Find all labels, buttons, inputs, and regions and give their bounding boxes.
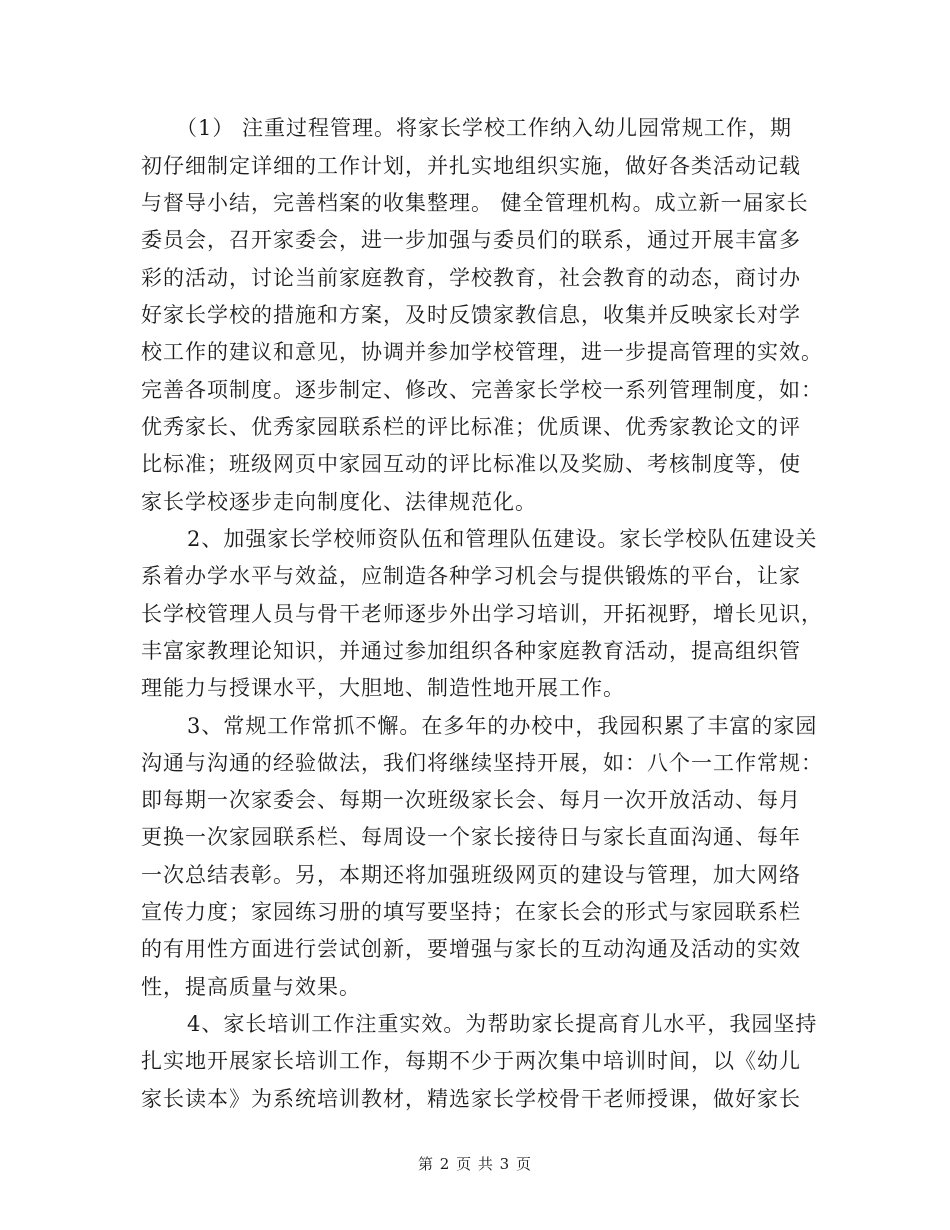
paragraph-1-line-2: 初仔细制定详细的工作计划，并扎实地组织实施，做好各类活动记载: [141, 154, 801, 178]
paragraph-3-line-6: 宣传力度；家园练习册的填写要坚持；在家长会的形式与家园联系栏: [141, 900, 801, 924]
paragraph-3-line-7: 的有用性方面进行尝试创新，要增强与家长的互动沟通及活动的实效: [141, 937, 801, 961]
paragraph-1-line-10: 比标准；班级网页中家园互动的评比标准以及奖励、考核制度等，使: [141, 452, 801, 476]
paragraph-3-line-2: 沟通与沟通的经验做法，我们将继续坚持开展，如：八个一工作常规：: [141, 751, 823, 775]
paragraph-1-line-11: 家长学校逐步走向制度化、法律规范化。: [141, 490, 537, 514]
paragraph-1-line-1: （1） 注重过程管理。将家长学校工作纳入幼儿园常规工作，期: [176, 116, 793, 140]
paragraph-1-line-3: 与督导小结，完善档案的收集整理。 健全管理机构。成立新一届家长: [141, 191, 809, 215]
paragraph-1-line-6: 好家长学校的措施和方案，及时反馈家教信息，收集并反映家长对学: [141, 303, 801, 327]
paragraph-1-line-4: 委员会，召开家委会，进一步加强与委员们的联系，通过开展丰富多: [141, 228, 801, 252]
paragraph-4-line-3: 家长读本》为系统培训教材，精选家长学校骨干老师授课，做好家长: [141, 1087, 801, 1111]
paragraph-4-line-2: 扎实地开展家长培训工作，每期不少于两次集中培训时间，以《幼儿: [141, 1049, 801, 1073]
paragraph-2-line-5: 理能力与授课水平，大胆地、制造性地开展工作。: [141, 676, 625, 700]
paragraph-3-line-4: 更换一次家园联系栏、每周设一个家长接待日与家长直面沟通、每年: [141, 825, 801, 849]
paragraph-2-line-4: 丰富家教理论知识，并通过参加组织各种家庭教育活动，提高组织管: [141, 639, 801, 663]
paragraph-3-line-5: 一次总结表彰。另，本期还将加强班级网页的建设与管理，加大网络: [141, 863, 801, 887]
paragraph-4-line-1: 4、家长培训工作注重实效。为帮助家长提高育儿水平，我园坚持: [187, 1012, 818, 1036]
paragraph-3-line-1: 3、常规工作常抓不懈。在多年的办校中，我园积累了丰富的家园: [187, 714, 818, 738]
paragraph-3-line-8: 性，提高质量与效果。: [141, 975, 361, 999]
paragraph-1-line-8: 完善各项制度。逐步制定、修改、完善家长学校一系列管理制度，如：: [141, 378, 823, 402]
page-number-footer: 第 2 页 共 3 页: [418, 1155, 532, 1173]
paragraph-1-line-5: 彩的活动，讨论当前家庭教育，学校教育，社会教育的动态，商讨办: [141, 266, 801, 290]
paragraph-1-line-9: 优秀家长、优秀家园联系栏的评比标准；优质课、优秀家教论文的评: [141, 415, 801, 439]
paragraph-2-line-3: 长学校管理人员与骨干老师逐步外出学习培训，开拓视野，增长见识，: [141, 602, 823, 626]
paragraph-3-line-3: 即每期一次家委会、每期一次班级家长会、每月一次开放活动、每月: [141, 788, 801, 812]
paragraph-2-line-2: 系着办学水平与效益，应制造各种学习机会与提供锻炼的平台，让家: [141, 564, 801, 588]
paragraph-2-line-1: 2、加强家长学校师资队伍和管理队伍建设。家长学校队伍建设关: [187, 527, 818, 551]
paragraph-1-line-7: 校工作的建议和意见，协调并参加学校管理，进一步提高管理的实效。: [141, 340, 823, 364]
